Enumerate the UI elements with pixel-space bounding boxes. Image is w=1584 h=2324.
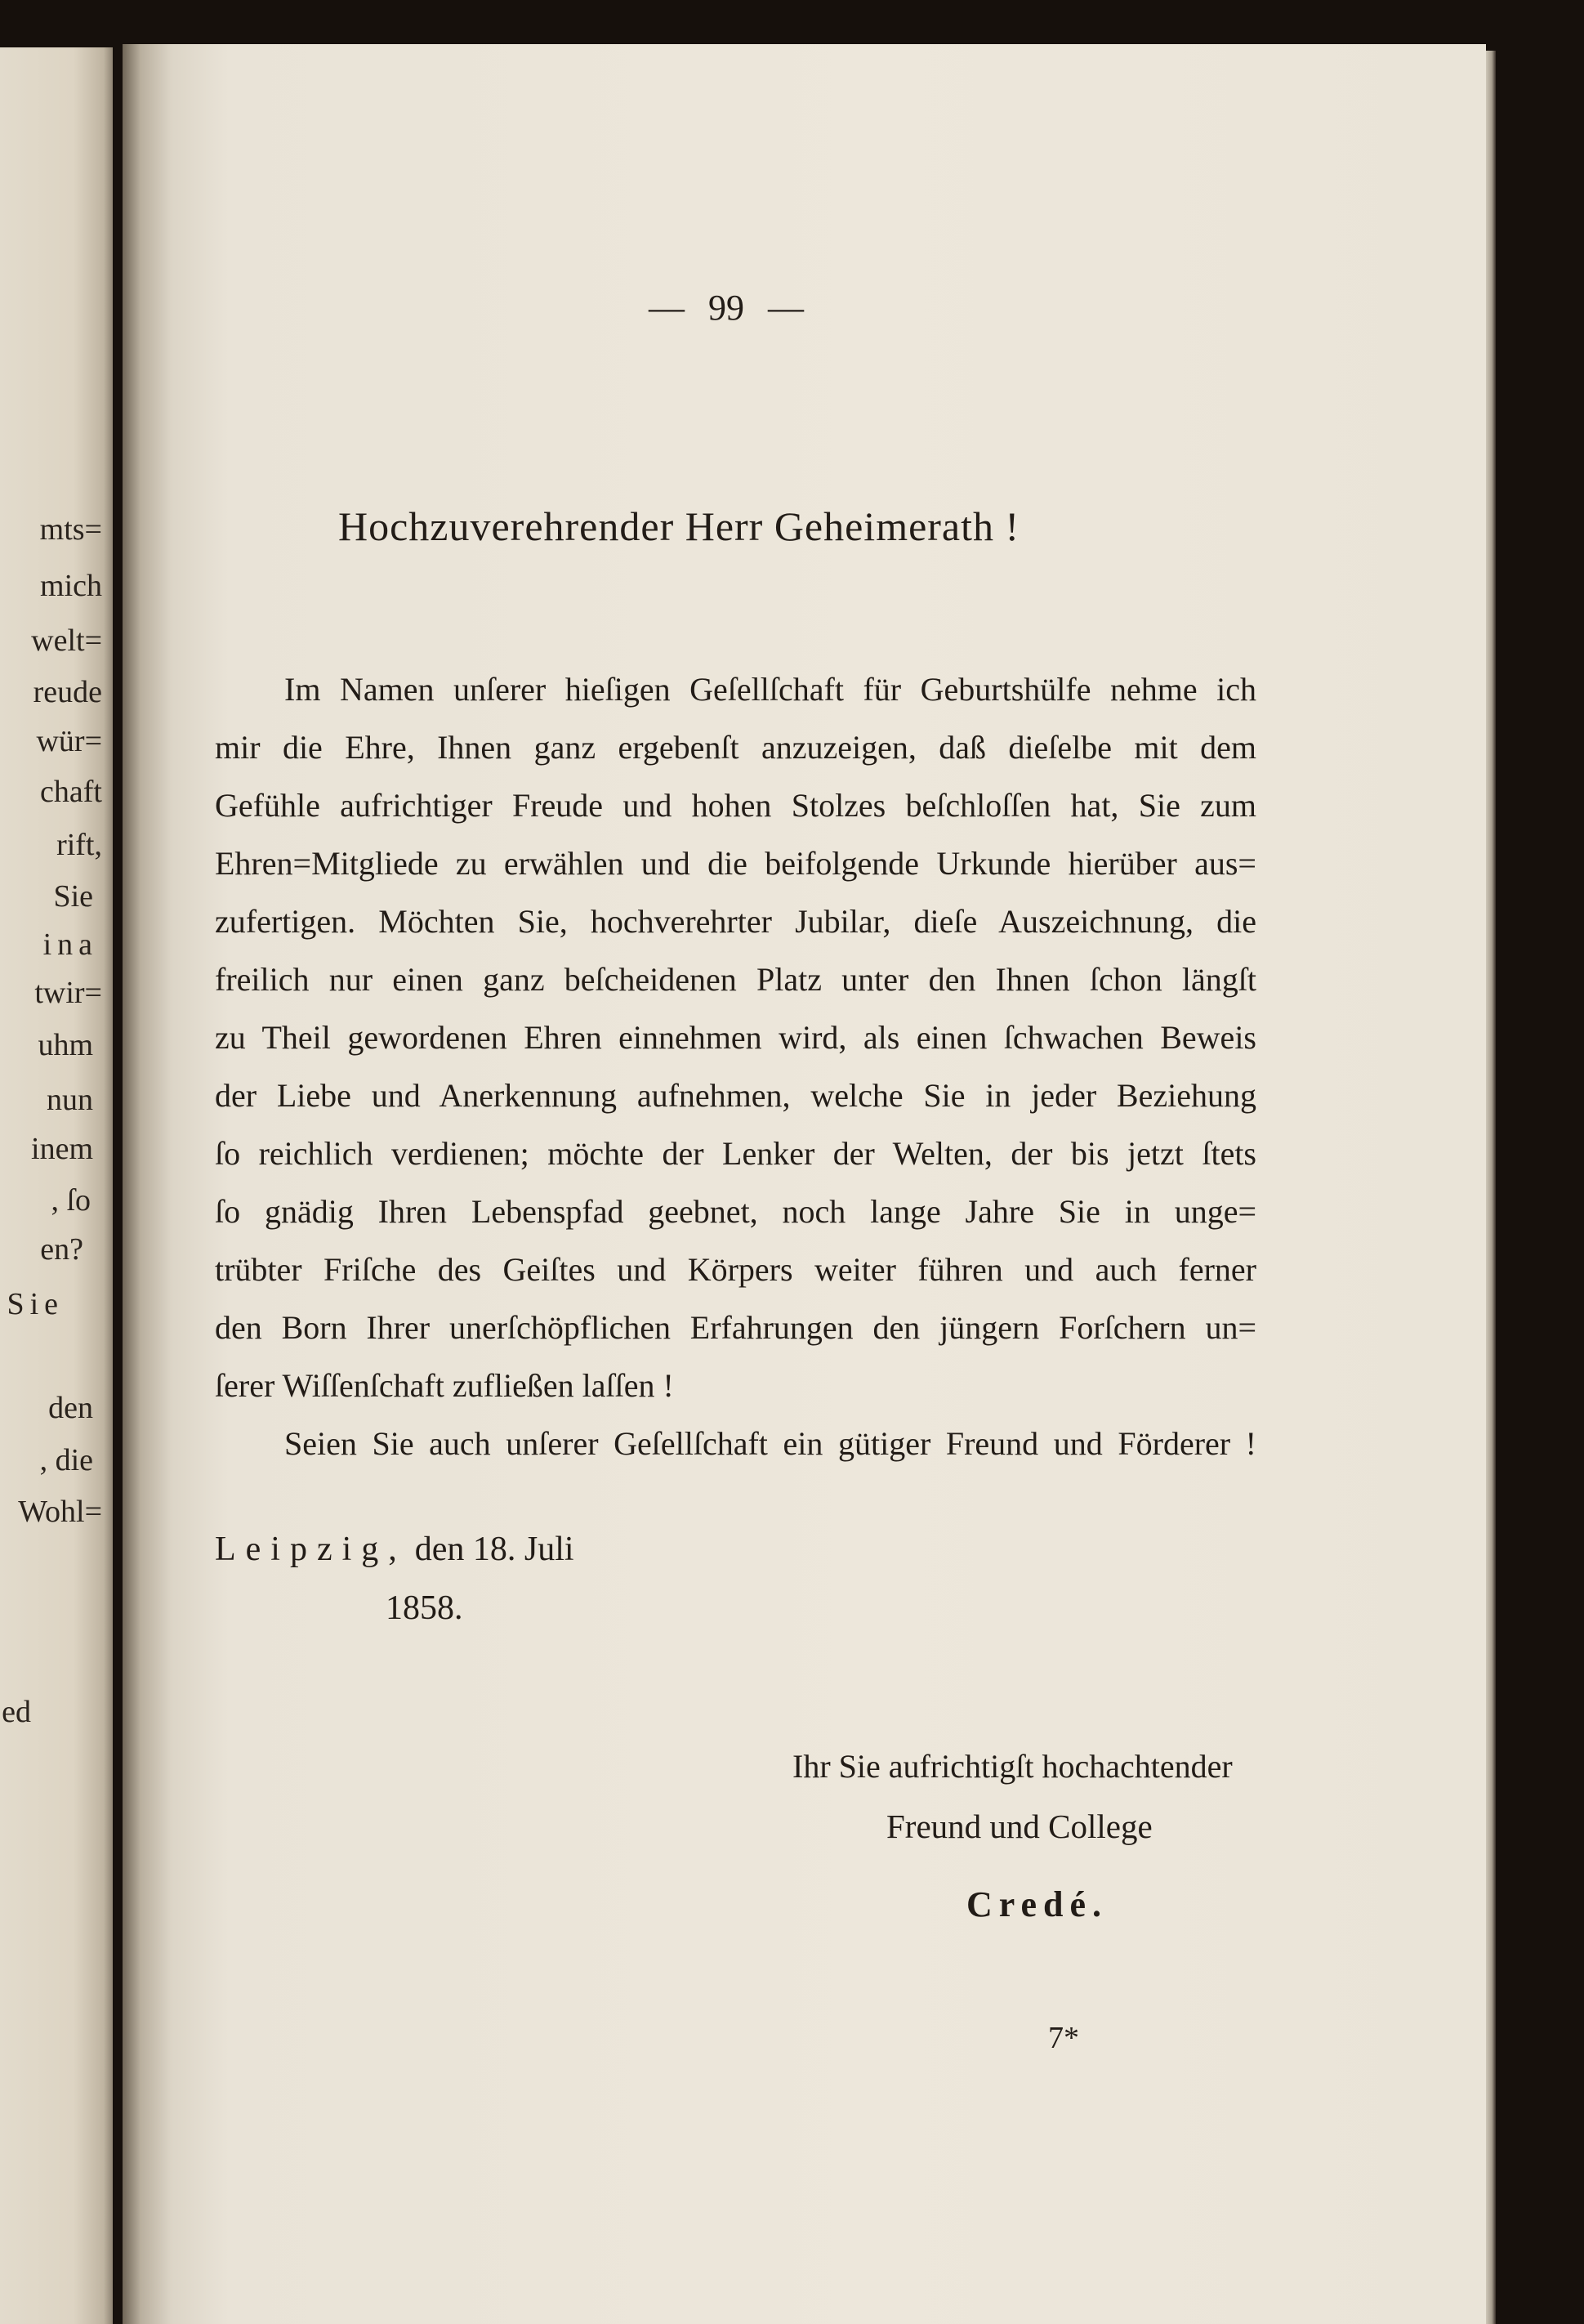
facing-page-fragment: ina bbox=[42, 927, 98, 962]
signature-name: Credé. bbox=[966, 1884, 1109, 1924]
facing-page-fragment: Sie bbox=[53, 879, 93, 914]
dateline-place: Leipzig, bbox=[215, 1531, 407, 1568]
letter-line: Seien Sie auch unſerer Geſellſchaft ein gütiger Freund und Förderer ! bbox=[284, 1425, 1256, 1462]
facing-page-fragment: mich bbox=[40, 569, 102, 603]
letter-line: ſerer Wiſſenſchaft zufließen laſſen ! bbox=[215, 1367, 674, 1404]
facing-page-fragment: en? bbox=[40, 1232, 83, 1267]
page-stack-edge bbox=[1486, 51, 1496, 2324]
closing-line: Ihr Sie aufrichtigſt hochachtender bbox=[792, 1748, 1233, 1785]
letter-line: trübter Friſche des Geiſtes und Körpers weiter führen und auch ferner bbox=[215, 1251, 1256, 1288]
facing-page-fragment: reude bbox=[33, 675, 102, 709]
closing-line: Freund und College bbox=[886, 1808, 1153, 1845]
facing-page-fragment: Sie bbox=[7, 1287, 64, 1321]
letter-line: ſo gnädig Ihren Lebenspfad geebnet, noch lange Jahre Sie in unge= bbox=[215, 1193, 1256, 1230]
page-number: — 99 — bbox=[649, 288, 804, 328]
letter-body bbox=[215, 660, 1256, 1473]
facing-page-left bbox=[0, 47, 113, 2324]
dateline-year: 1858. bbox=[386, 1589, 463, 1627]
facing-page-fragment: , die bbox=[39, 1443, 93, 1477]
letter-line: Im Namen unſerer hieſigen Geſellſchaft für Geburtshülfe nehme ich bbox=[284, 671, 1256, 708]
dateline bbox=[215, 1521, 574, 1578]
facing-page-fragment: twir= bbox=[34, 976, 102, 1010]
facing-page-fragment: welt= bbox=[31, 623, 102, 658]
letter-line: freilich nur einen ganz beſcheidenen Platz unter den Ihnen ſchon längſt bbox=[215, 961, 1256, 998]
facing-page-fragment: den bbox=[48, 1391, 93, 1425]
letter-salutation: Hochzuverehrender Herr Geheimerath ! bbox=[338, 503, 1020, 549]
facing-page-fragment: mts= bbox=[39, 512, 102, 547]
facing-page-fragment: rift, bbox=[56, 828, 102, 862]
facing-page-fragment: inem bbox=[31, 1132, 93, 1166]
signature-mark: 7* bbox=[1048, 2021, 1079, 2055]
dateline-date: den 18. Juli bbox=[414, 1531, 574, 1568]
letter-line: Ehren=Mitgliede zu erwählen und die beifolgende Urkunde hierüber aus= bbox=[215, 845, 1256, 882]
letter-line: der Liebe und Anerkennung aufnehmen, welche Sie in jeder Beziehung bbox=[215, 1077, 1256, 1114]
facing-page-fragment: nun bbox=[47, 1083, 93, 1117]
facing-page-fragment: wür= bbox=[36, 724, 102, 758]
letter-line: den Born Ihrer unerſchöpflichen Erfahrungen den jüngern Forſchern un= bbox=[215, 1309, 1256, 1346]
letter-line: mir die Ehre, Ihnen ganz ergebenſt anzuzeigen, daß dieſelbe mit dem bbox=[215, 729, 1256, 766]
facing-page-fragment: uhm bbox=[38, 1028, 93, 1062]
letter-line: zufertigen. Möchten Sie, hochverehrter Jubilar, dieſe Auszeichnung, die bbox=[215, 903, 1256, 940]
facing-page-fragment: chaft bbox=[40, 775, 102, 809]
letter-line: ſo reichlich verdienen; möchte der Lenker der Welten, der bis jetzt ſtets bbox=[215, 1135, 1256, 1172]
facing-page-fragment: ed bbox=[2, 1695, 31, 1729]
letter-line: Gefühle aufrichtiger Freude und hohen Stolzes beſchloſſen hat, Sie zum bbox=[215, 787, 1256, 824]
facing-page-fragment: , ſo bbox=[51, 1183, 91, 1218]
facing-page-fragment: Wohl= bbox=[18, 1495, 102, 1529]
letter-line: zu Theil gewordenen Ehren einnehmen wird, als einen ſchwachen Beweis bbox=[215, 1019, 1256, 1056]
